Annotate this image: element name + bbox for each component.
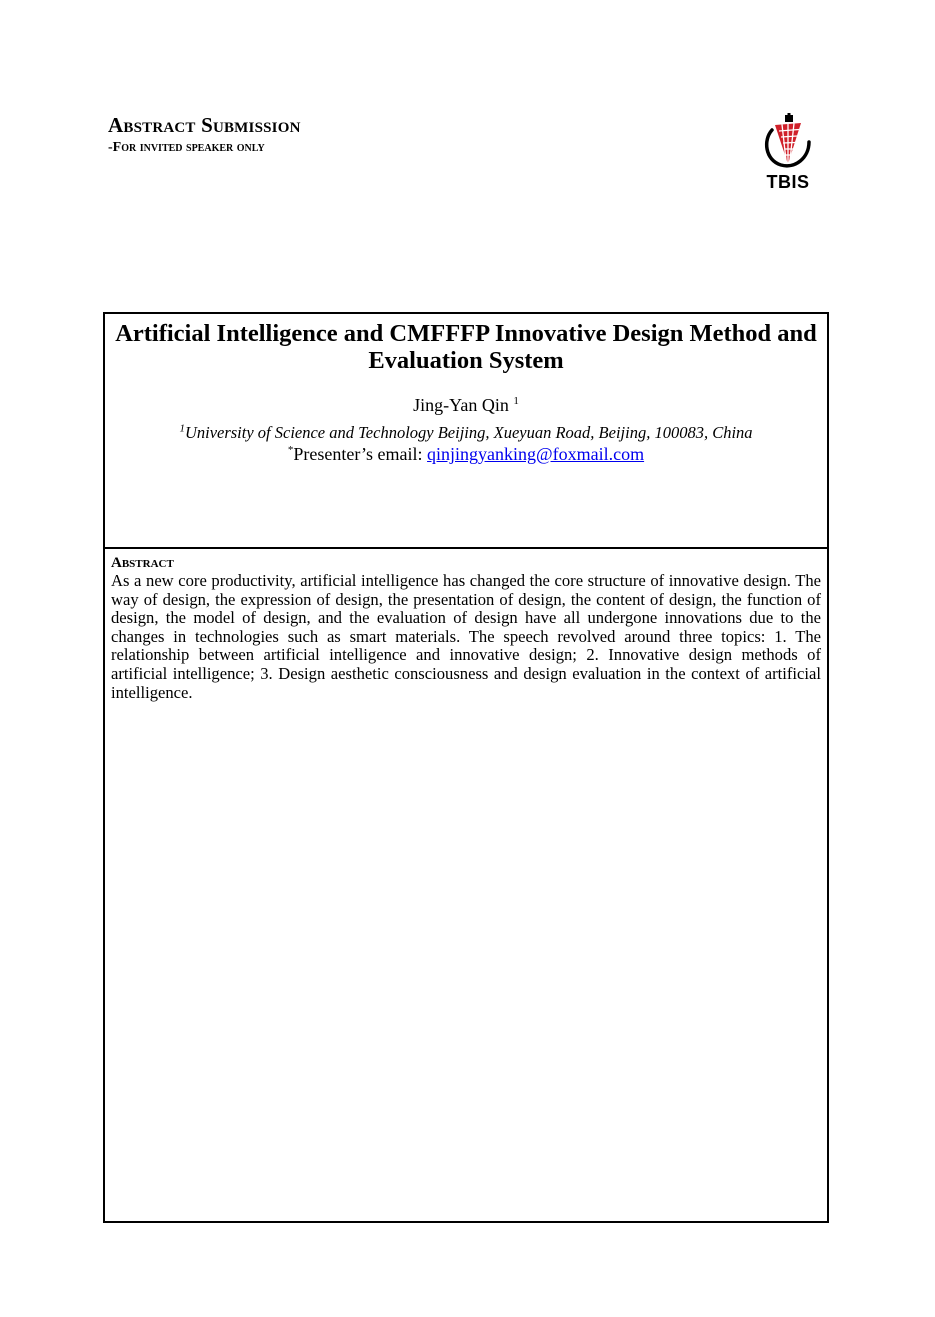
presenter-email-link[interactable]: qinjingyanking@foxmail.com	[427, 444, 645, 464]
section-divider	[105, 547, 827, 549]
author-name: Jing-Yan Qin	[413, 395, 509, 415]
abstract-heading: Abstract	[111, 555, 174, 571]
affiliation-text: University of Science and Technology Beijing, Xueyuan Road, Beijing, 100083, China	[184, 423, 753, 442]
author-superscript: 1	[513, 395, 519, 407]
author-line	[105, 394, 827, 416]
presenter-email-line	[105, 443, 827, 465]
affiliation-line	[105, 423, 827, 443]
tbis-logo-icon	[755, 112, 821, 172]
document-header-subtitle: -For invited speaker only	[108, 140, 265, 155]
abstract-body: As a new core productivity, artificial intelligence has changed the core structure of innovative design. The way of design, the expression of design, the presentation of design, the content of design, the function of design, the model of design, and the evaluation of design have all undergone innovations due to the changes in technologies such as smart materials. The speech revolved around three topics: 1. The relationship between artificial intelligence and innovative design; 2. Innovative design methods of artificial intelligence; 3. Design aesthetic consciousness and design evaluation in the context of artificial intelligence.	[111, 571, 821, 702]
presenter-email-label: Presenter’s email:	[293, 444, 428, 464]
tbis-logo	[755, 112, 821, 194]
abstract-frame	[103, 312, 829, 1223]
affiliation-superscript: 1	[179, 422, 185, 435]
document-header-title: Abstract Submission	[108, 113, 301, 137]
presenter-mark: *	[287, 444, 294, 456]
tbis-logo-text: TBIS	[766, 172, 810, 192]
paper-title: Artificial Intelligence and CMFFFP Innovative Design Method and Evaluation System	[115, 320, 817, 374]
